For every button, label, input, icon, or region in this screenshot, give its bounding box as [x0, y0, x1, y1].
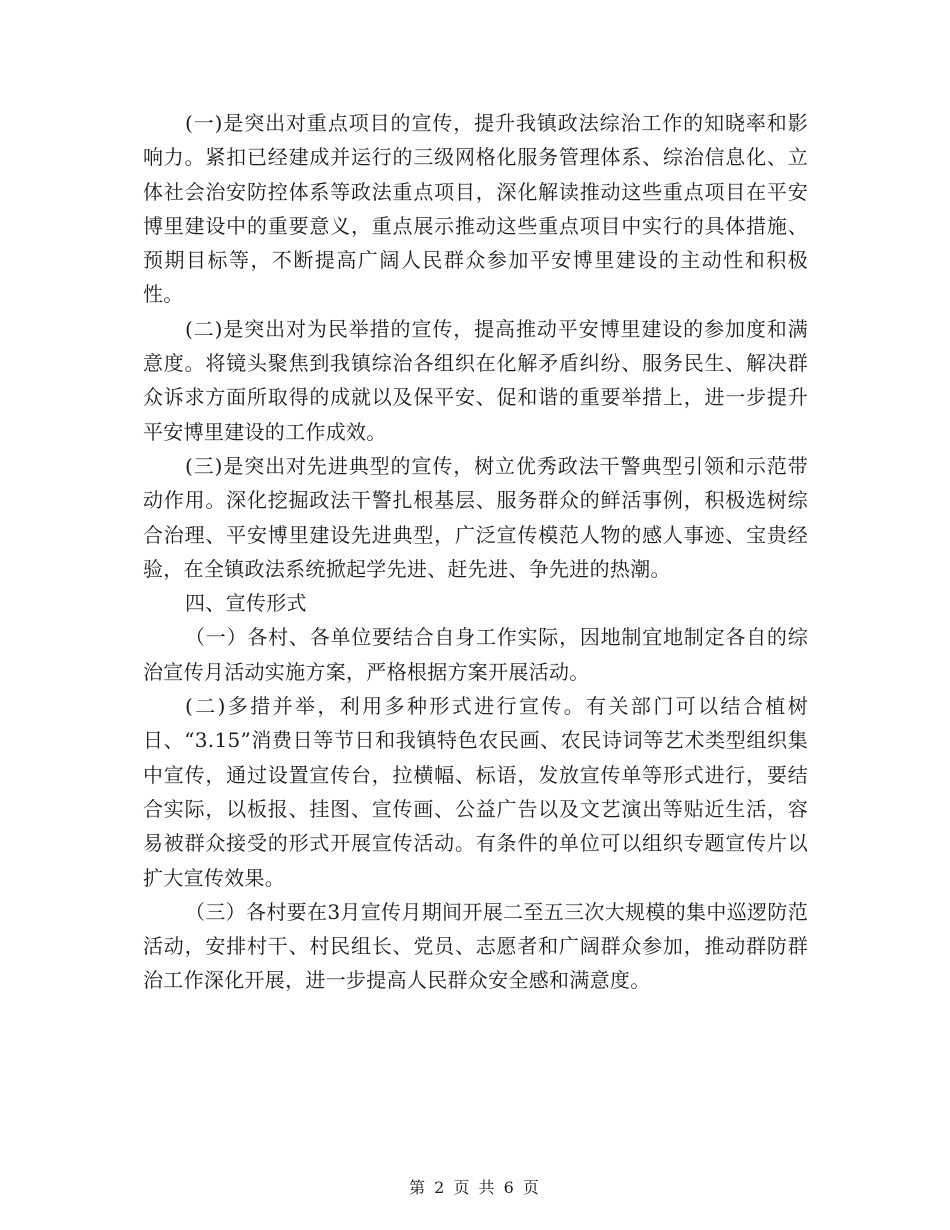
- page-footer-page-number: 第 2 页 共 6 页: [409, 1178, 541, 1197]
- paragraph-form-implementation-plan: （一）各村、各单位要结合自身工作实际，因地制宜地制定各自的综治宣传月活动实施方案，严格根据方案开展活动。: [143, 625, 808, 684]
- paragraph-publicity-advanced-models: (三)是突出对先进典型的宣传，树立优秀政法干警典型引领和示范带动作用。深化挖掘政法干警扎根基层、服务群众的鲜活事例，积极选树综合治理、平安博里建设先进典型，广泛宣传模范人物的感人事迹、宝贵经验，在全镇政法系统掀起学先进、赶先进、争先进的热潮。: [143, 453, 808, 581]
- paragraph-form-patrol-activities: （三）各村要在3月宣传月期间开展二至五三次大规模的集中巡逻防范活动，安排村干、村民组长、党员、志愿者和广阔群众参加，推动群防群治工作深化开展，进一步提高人民群众安全感和满意度。: [143, 899, 808, 993]
- section-heading-publicity-forms: 四、宣传形式: [185, 591, 307, 616]
- paragraph-publicity-key-projects: (一)是突出对重点项目的宣传，提升我镇政法综治工作的知晓率和影响力。紧扣已经建成并运行的三级网格化服务管理体系、综治信息化、立体社会治安防控体系等政法重点项目，深化解读推动这些重点项目在平安博里建设中的重要意义，重点展示推动这些重点项目中实行的具体措施、预期目标等，不断提高广阔人民群众参加平安博里建设的主动性和积极性。: [143, 111, 808, 307]
- document-body: [143, 106, 808, 998]
- paragraph-publicity-people-measures: (二)是突出对为民举措的宣传，提高推动平安博里建设的参加度和满意度。将镜头聚焦到我镇综治各组织在化解矛盾纠纷、服务民生、解决群众诉求方面所取得的成就以及保平安、促和谐的重要举措上，进一步提升平安博里建设的工作成效。: [143, 316, 808, 444]
- paragraph-form-multiple-measures: (二)多措并举，利用多种形式进行宣传。有关部门可以结合植树日、“3.15”消费日等节日和我镇特色农民画、农民诗词等艺术类型组织集中宣传，通过设置宣传台，拉横幅、标语，发放宣传单等形式进行，要结合实际，以板报、挂图、宣传画、公益广告以及文艺演出等贴近生活，容易被群众接受的形式开展宣传活动。有条件的单位可以组织专题宣传片以扩大宣传效果。: [143, 694, 808, 890]
